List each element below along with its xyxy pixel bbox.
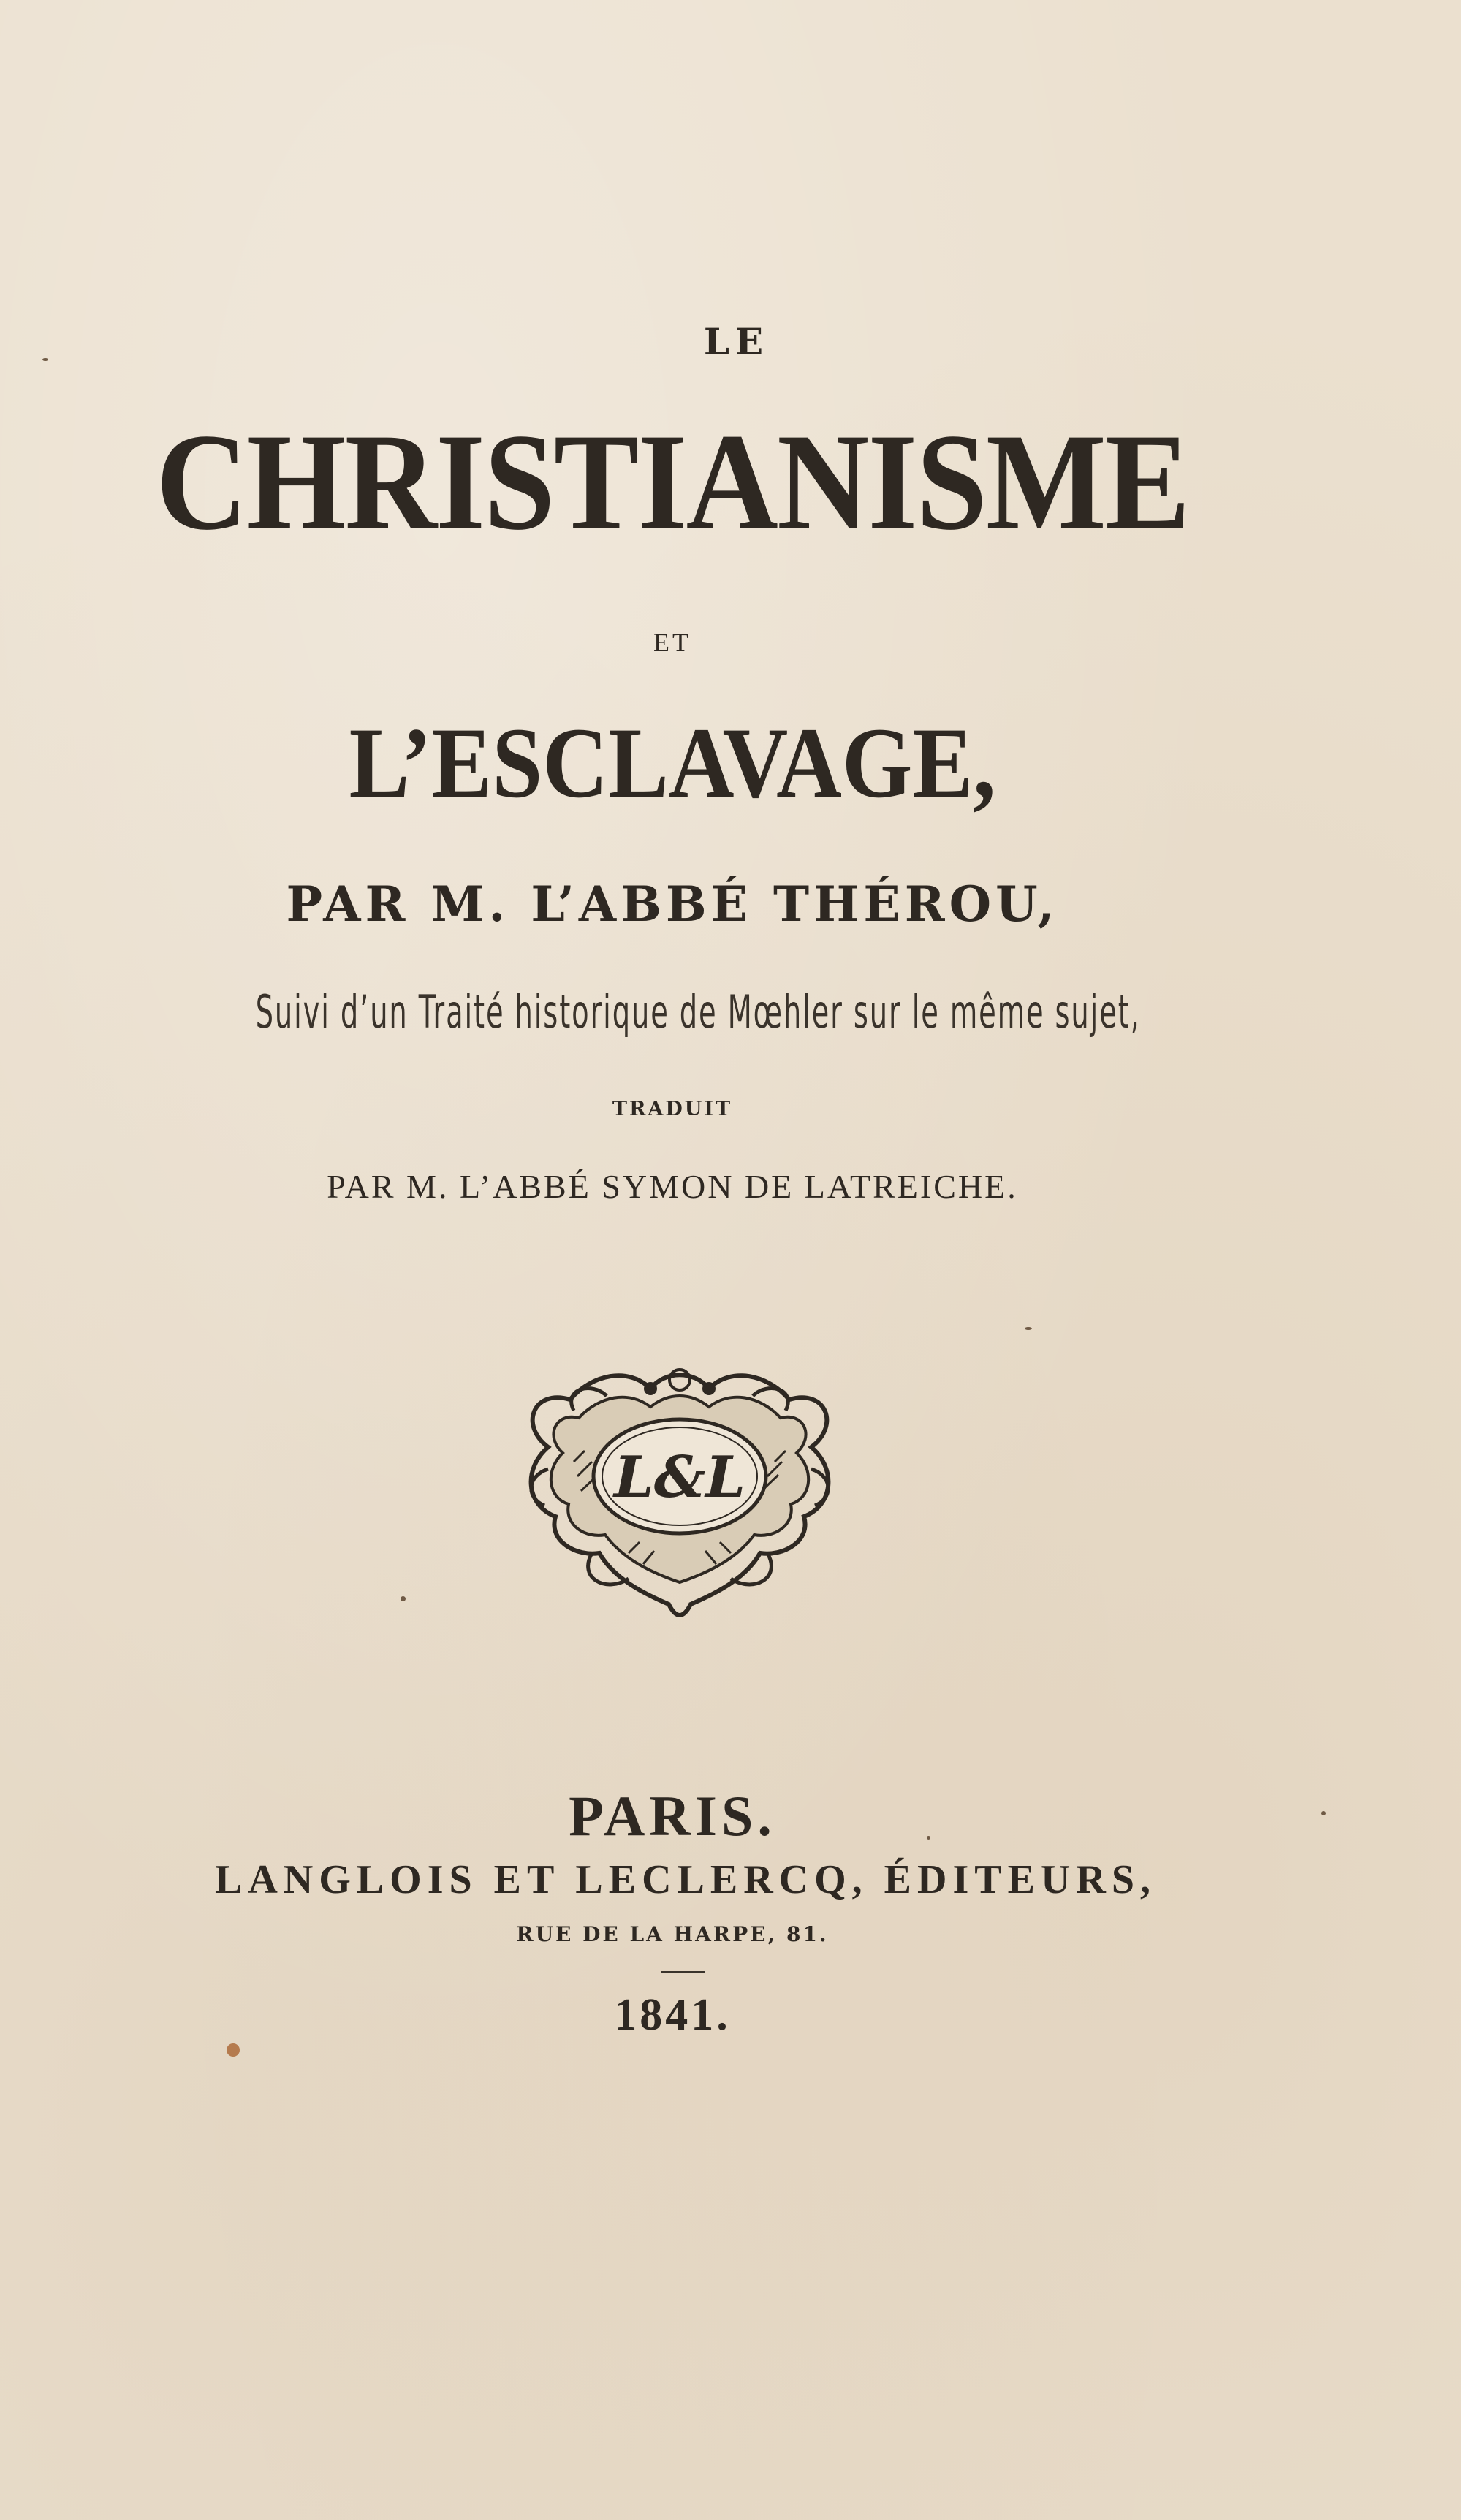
printer-device-emblem [504, 1359, 855, 1630]
paper-speck [1321, 1811, 1326, 1815]
conjunction: ET [653, 628, 691, 657]
imprint-address: RUE DE LA HARPE, 81. [516, 1922, 829, 1946]
imprint-publisher: LANGLOIS ET LECLERCQ, ÉDITEURS, [215, 1857, 1156, 1902]
paper-speck [42, 358, 48, 361]
author-line: PAR M. L’ABBÉ THÉROU, [286, 876, 1059, 933]
imprint-year: 1841. [614, 1990, 731, 2040]
paper-speck [401, 1596, 406, 1601]
supplement-line: Suivi d’un Traité historique de Mœhler sur le même sujet, [255, 985, 1141, 1039]
main-title: CHRISTIANISME [156, 406, 1189, 559]
title-article: LE [703, 320, 770, 363]
subtitle: L’ESCLAVAGE, [349, 707, 996, 819]
imprint-city: PARIS. [569, 1784, 776, 1848]
paper-speck [927, 1836, 930, 1840]
printer-mark-monogram: L&L [613, 1444, 746, 1511]
paper-speck [1025, 1327, 1032, 1330]
translated-label: TRADUIT [612, 1098, 733, 1120]
paper-speck [227, 2043, 240, 2057]
divider-rule [661, 1971, 705, 1973]
translator-line: PAR M. L’ABBÉ SYMON DE LATREICHE. [327, 1168, 1018, 1205]
